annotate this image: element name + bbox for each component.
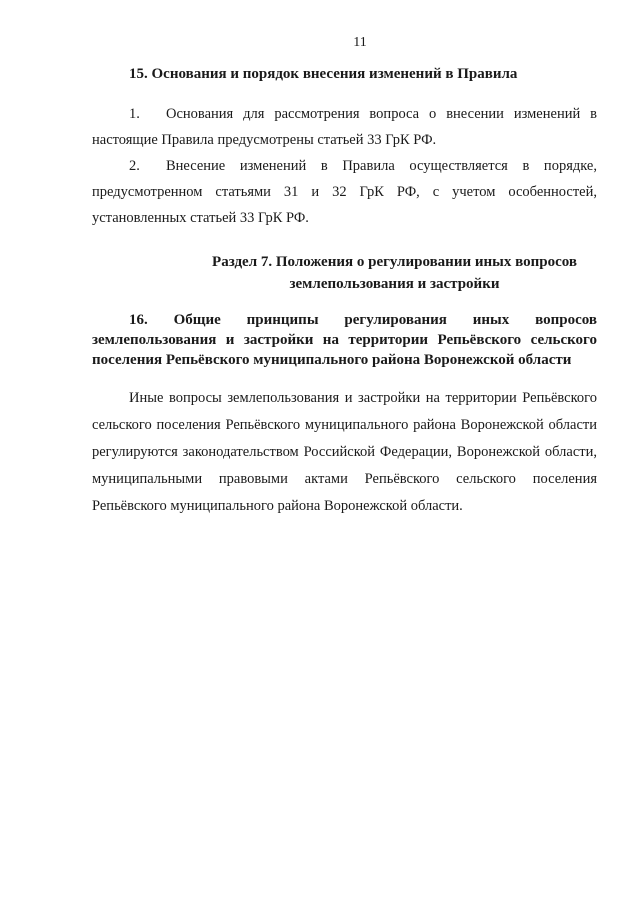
item-2-text: Внесение изменений в Правила осуществляется в порядке, предусмотренном статьями 31 и 32 ГрК РФ, с учетом особенностей, установленных статьей 33 ГрК РФ.	[92, 158, 597, 226]
article-16-body: Иные вопросы землепользования и застройки на территории Репьёвского сельского поселения Репьёвского муниципального района Воронежской области регулируются законодательством Российской Федерации, Воронежской области, муниципальными правовыми актами Репьёвского сельского поселения Репьёвского муниципального района Воронежской области.	[92, 390, 597, 514]
item-1-number: 1.	[129, 106, 140, 122]
section-15-heading: 15. Основания и порядок внесения изменений в Правила	[129, 66, 518, 82]
item-2-number: 2.	[129, 158, 140, 174]
item-1-text: Основания для рассмотрения вопроса о внесении изменений в настоящие Правила предусмотрены статьей 33 ГрК РФ.	[92, 106, 597, 148]
part-7-title-line-2: землепользования и застройки	[289, 276, 500, 292]
page-content	[92, 58, 597, 535]
article-16-heading: 16. Общие принципы регулирования иных вопросов землепользования и застройки на территории Репьёвского сельского поселения Репьёвского муниципального района Воронежской области	[92, 312, 597, 368]
part-7-title-line-1: Раздел 7. Положения о регулировании иных вопросов	[212, 254, 577, 270]
section-15-item-2	[92, 153, 597, 231]
part-7-title	[92, 251, 617, 295]
page-number: 11	[353, 35, 367, 50]
section-15-item-1	[92, 101, 597, 153]
